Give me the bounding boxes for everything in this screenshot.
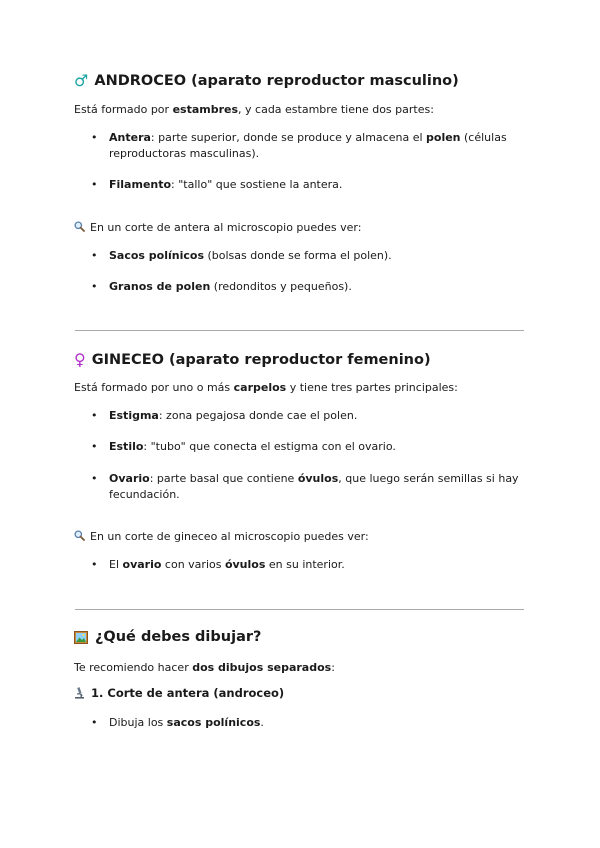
list-item: • Sacos polínicos (bolsas donde se forma el polen). (91, 249, 392, 262)
list-item: • Dibuja los sacos polínicos. (91, 716, 264, 729)
section-divider (75, 330, 524, 331)
female-symbol-icon: ♀ (74, 350, 86, 369)
list-item: • Estilo: "tubo" que conecta el estigma con el ovario. (91, 440, 396, 453)
magnifier-icon (74, 221, 85, 232)
androceo-intro: Está formado por estambres, y cada estambre tiene dos partes: (74, 103, 434, 116)
list-item: • Ovario: parte basal que contiene óvulos, que luego serán semillas si hay fecundación. (91, 472, 519, 501)
list-item: • El ovario con varios óvulos en su interior. (91, 558, 345, 571)
list-item: • Antera: parte superior, donde se produce y almacena el polen (células reproductoras masculinas). (91, 131, 507, 160)
gineceo-microscope-intro: En un corte de gineceo al microscopio puedes ver: (74, 529, 369, 544)
section-divider (75, 609, 524, 610)
list-item: • Granos de polen (redonditos y pequeños). (91, 280, 352, 293)
male-symbol-icon: ♂ (74, 71, 89, 90)
section-title-dibujar: ¿Qué debes dibujar? (74, 629, 261, 645)
list-item: • Estigma: zona pegajosa donde cae el polen. (91, 409, 358, 422)
subsection-title-antera: 1. Corte de antera (androceo) (74, 686, 284, 700)
androceo-microscope-intro: En un corte de antera al microscopio puedes ver: (74, 220, 361, 235)
framed-picture-icon (74, 631, 88, 644)
list-item: • Filamento: "tallo" que sostiene la antera. (91, 178, 343, 191)
magnifier-icon (74, 530, 85, 541)
section-title-gineceo: ♀ GINECEO (aparato reproductor femenino) (74, 350, 431, 369)
gineceo-intro: Está formado por uno o más carpelos y tiene tres partes principales: (74, 381, 458, 394)
section-title-androceo: ♂ ANDROCEO (aparato reproductor masculino) (74, 71, 459, 90)
dibujar-intro: Te recomiendo hacer dos dibujos separados: (74, 661, 335, 674)
microscope-icon (74, 687, 85, 699)
